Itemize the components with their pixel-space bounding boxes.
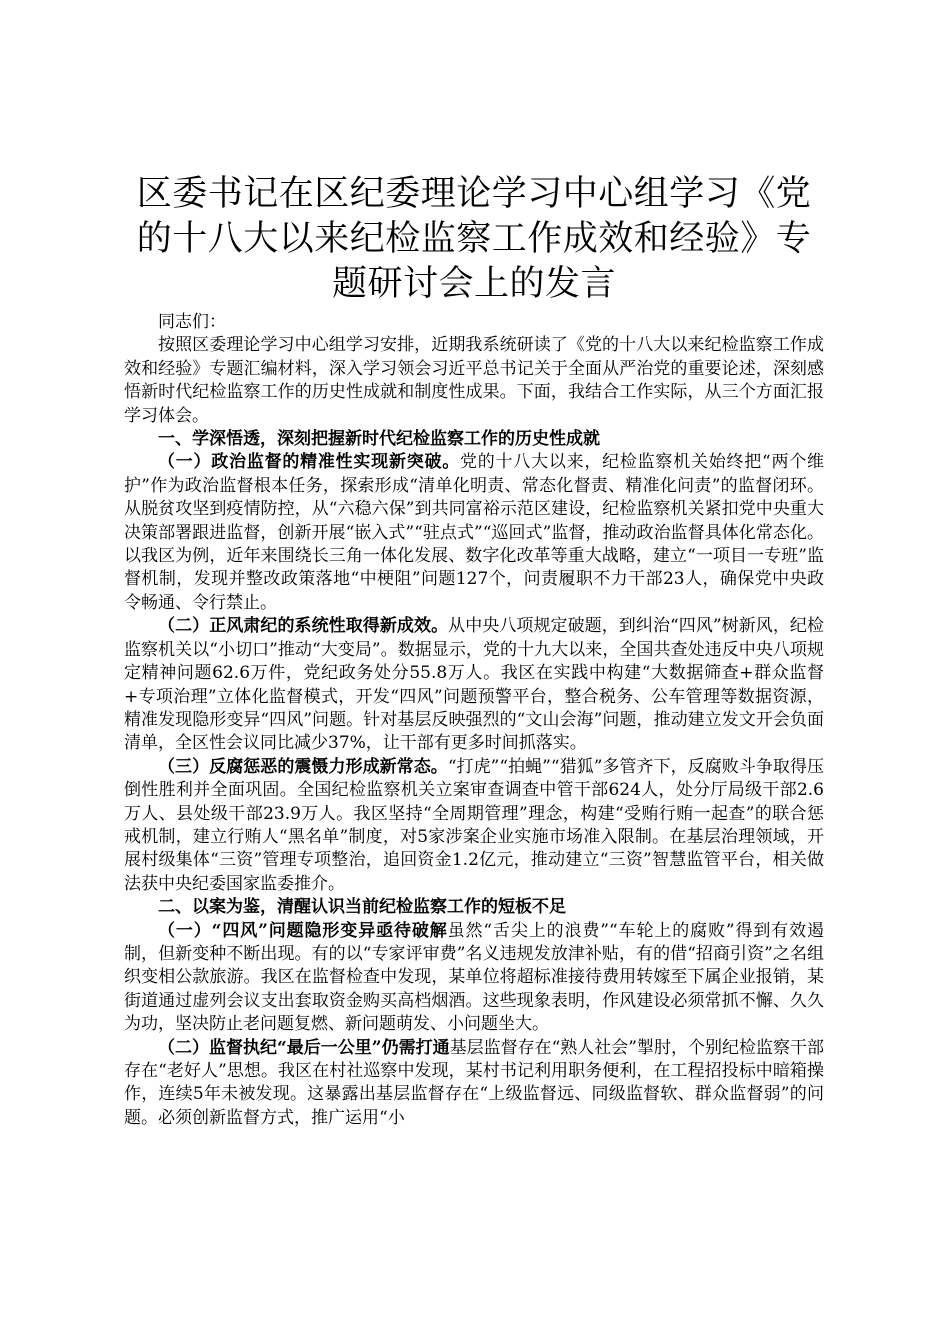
item-lead: （一）“四风”问题隐形变异亟待破解: [158, 920, 448, 941]
item-text: 从中央八项规定破题，到纠治“四风”树新风，纪检监察机关以“小切口”推动“大变局”。数据显示，党的十九大以来，全国共查处违反中央八项规定精神问题62.6万件，党纪政务处分55.8万人。我区在实践中构建“大数据筛查+群众监督+专项治理”立体化监督模式，开发“四风”问题预警平台，整合税务、公车管理等数据资源，精准发现隐形变异“四风”问题。针对基层反映强烈的“文山会海”问题，推动建立发文开会负面清单，全区性会议同比减少37%，让干部有更多时间抓落实。: [124, 616, 824, 754]
item-text: 党的十八大以来，纪检监察机关始终把“两个维护”作为政治监督根本任务，探索形成“清单化明责、常态化督责、精准化问责”的监督闭环。从脱贫攻坚到疫情防控，从“六稳六保”到共同富裕示范区建设，纪检监察机关紧扣党中央重大决策部署跟进监督，创新开展“嵌入式”“驻点式”“巡回式”监督，推动政治监督具体化常态化。以我区为例，近年来围绕长三角一体化发展、数字化改革等重大战略，建立“一项目一专班”监督机制，发现并整改政策落地“中梗阻”问题127个，问责履职不力干部23人，确保党中央政令畅通、令行禁止。: [124, 452, 825, 613]
section-1-heading: 一、学深悟透，深刻把握新时代纪检监察工作的历史性成就: [158, 429, 600, 450]
section-1-item-3: [124, 756, 824, 896]
document-page: [124, 172, 824, 1130]
section-2-item-1: [124, 920, 824, 1037]
item-text: “打虎”“拍蝇”“猎狐”多管齐下，反腐败斗争取得压倒性胜利并全面巩固。全国纪检监察机关立案审查调查中管干部624人，处分厅局级干部2.6万人、县处级干部23.9万人。我区坚持“全周期管理”理念，构建“受贿行贿一起查”的联合惩戒机制，建立行贿人“黑名单”制度，对5家涉案企业实施市场准入限制。在基层治理领域，开展村级集体“三资”管理专项整治，追回资金1.2亿元，推动建立“三资”智慧监管平台，相关做法获中央纪委国家监委推介。: [124, 756, 824, 894]
section-2-item-2: [124, 1037, 824, 1131]
section-1-item-2: [124, 615, 824, 755]
document-title: 区委书记在区纪委理论学习中心组学习《党的十八大以来纪检监察工作成效和经验》专题研讨会上的发言: [136, 174, 812, 304]
item-text: 基层监督存在“熟人社会”掣肘，个别纪检监察干部存在“老好人”思想。我区在村社巡察中发现，某村书记利用职务便利，在工程招投标中暗箱操作，连续5年未被发现。这暴露出基层监督存在“上级监督远、同级监督软、群众监督弱”的问题。必须创新监督方式，推广运用“小: [124, 1037, 824, 1128]
item-lead: （三）反腐惩恶的震慑力形成新常态。: [158, 756, 448, 777]
section-2-heading: 二、以案为鉴，清醒认识当前纪检监察工作的短板不足: [158, 897, 566, 918]
section-1-item-1: [124, 451, 824, 615]
item-lead: （二）监督执纪“最后一公里”仍需打通: [158, 1037, 450, 1058]
intro-paragraph: 按照区委理论学习中心组学习安排，近期我系统研读了《党的十八大以来纪检监察工作成效和经验》专题汇编材料，深入学习领会习近平总书记关于全面从严治党的重要论述，深刻感悟新时代纪检监察工作的历史性成就和制度性成果。下面，我结合工作实际，从三个方面汇报学习体会。: [124, 335, 824, 426]
item-lead: （二）正风肃纪的系统性取得新成效。: [158, 616, 449, 637]
item-text: 虽然“舌尖上的浪费”“车轮上的腐败”得到有效遏制，但新变种不断出现。有的以“专家评审费”名义违规发放津补贴，有的借“招商引资”之名组织变相公款旅游。我区在监督检查中发现，某单位将超标准接待费用转嫁至下属企业报销，某街道通过虚列会议支出套取资金购买高档烟酒。这些现象表明，作风建设必须常抓不懈、久久为功，坚决防止老问题复燃、新问题萌发、小问题坐大。: [124, 920, 824, 1035]
salutation: 同志们：: [158, 312, 226, 332]
item-lead: （一）政治监督的精准性实现新突破。: [158, 452, 461, 473]
